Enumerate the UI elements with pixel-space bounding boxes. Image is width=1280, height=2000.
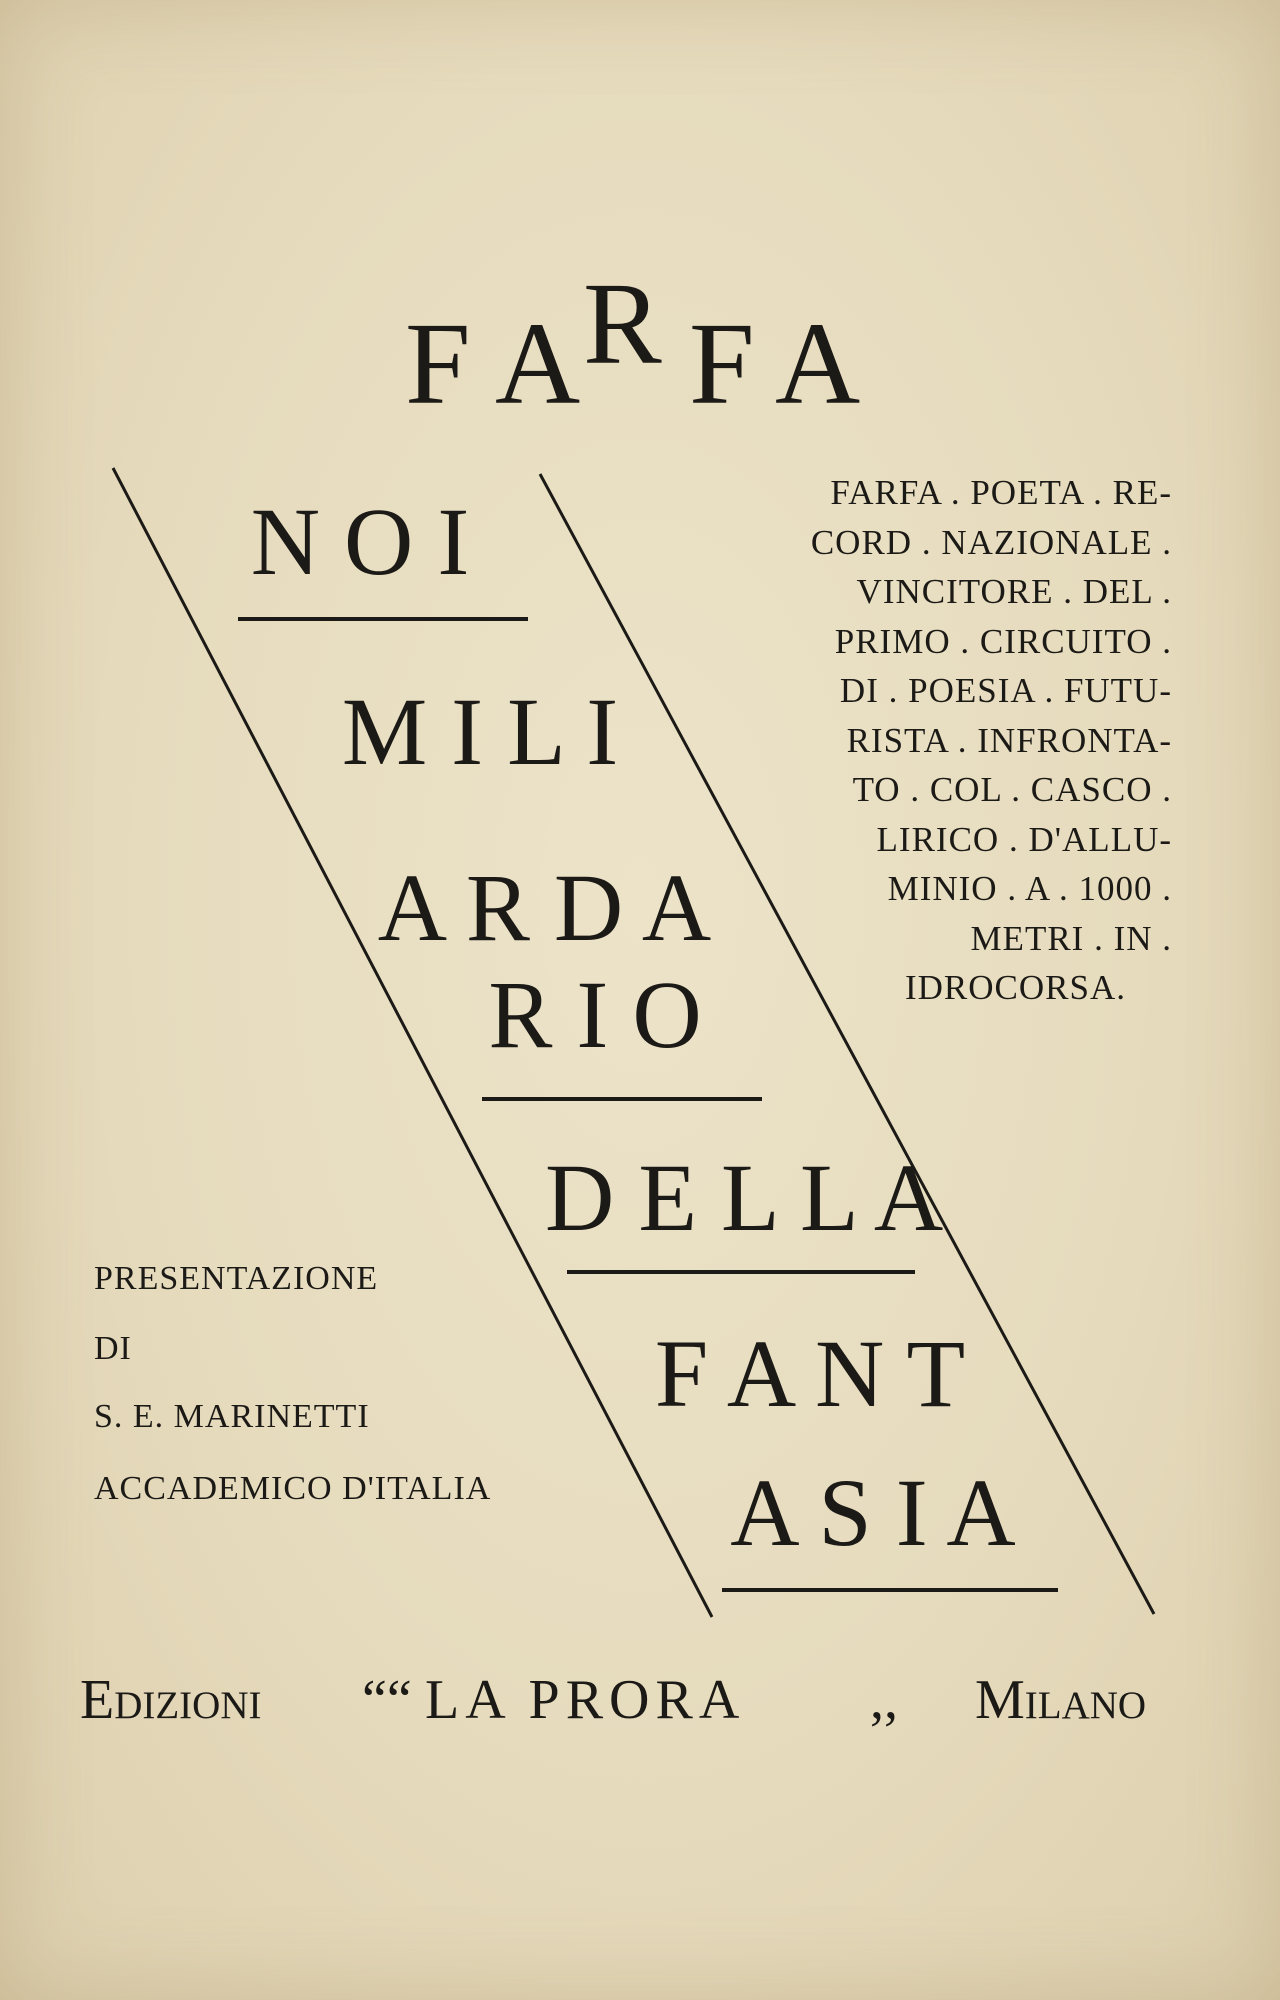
presentation-line: S. E. MARINETTI [94,1398,370,1435]
author-letter: F [689,298,755,429]
author-letter: A [495,298,581,429]
open-quote: ““ [362,1669,412,1731]
author-letter: R [583,258,662,389]
title-rule [238,617,528,621]
presentation-line: ACCADEMICO D'ITALIA [94,1470,492,1507]
description-line: DI . POESIA . FUTU- [839,671,1172,710]
publisher-edizioni: Edizioni [80,1669,262,1731]
description-line: VINCITORE . DEL . [856,572,1172,611]
description-line: FARFA . POETA . RE- [830,473,1172,512]
title-word: D E L L A [545,1144,944,1251]
publisher-line [80,1668,1170,1738]
publisher-city: Milano [975,1669,1147,1731]
title-word: A R D A [377,854,712,961]
presentation-line: DI [94,1330,132,1367]
title-word: R I O [488,961,702,1068]
title-rule [722,1588,1058,1592]
description-line: MINIO . A . 1000 . [887,869,1172,908]
publisher-name: LA PRORA [425,1669,746,1731]
description-line: RISTA . INFRONTA- [846,720,1172,760]
description-line: CORD . NAZIONALE . [810,522,1172,562]
author-letter: F [405,298,471,429]
title-word: A S I A [730,1459,1016,1566]
presentation-line: PRESENTAZIONE [94,1260,379,1297]
description-line: TO . COL . CASCO . [852,770,1172,809]
author-letter: A [775,298,861,429]
close-quote: ,, [870,1669,898,1731]
title-word: F A N T [654,1320,966,1427]
title-word: M I L I [341,678,619,785]
title-rule [567,1270,915,1274]
poet-description [660,468,1172,1013]
description-line: PRIMO . CIRCUITO . [834,621,1172,661]
title-word: N O I [250,488,470,595]
description-line: IDROCORSA. [904,968,1126,1007]
description-line: METRI . IN . [970,918,1172,958]
title-rule [482,1097,762,1101]
description-line: LIRICO . D'ALLU- [876,819,1172,859]
